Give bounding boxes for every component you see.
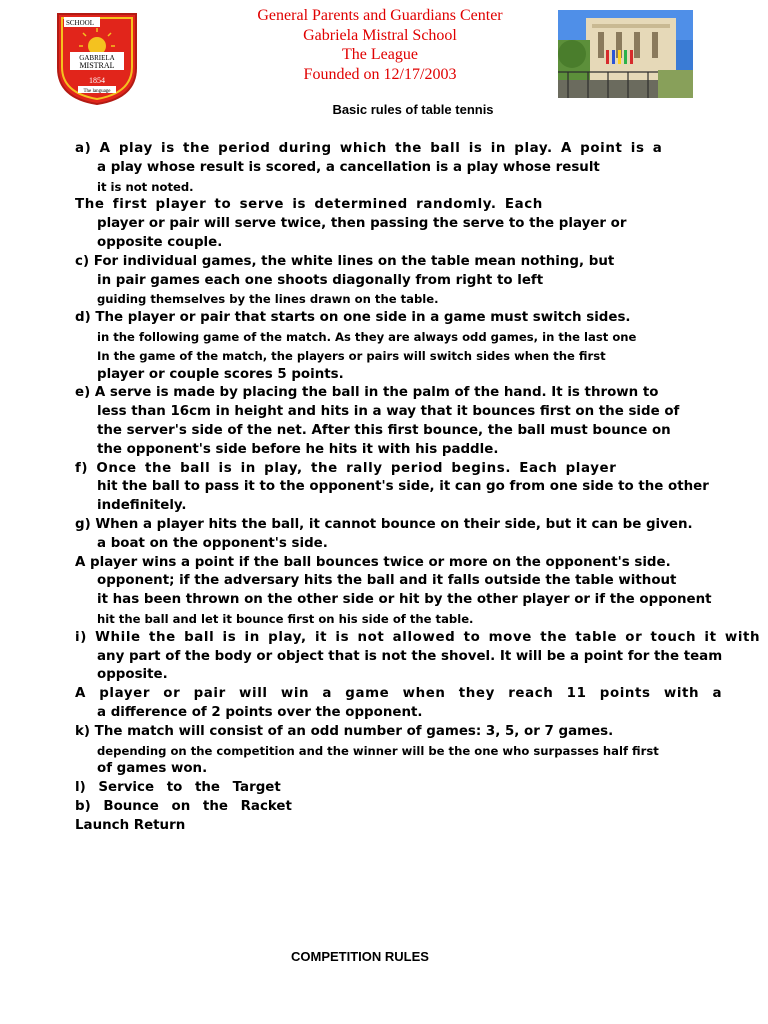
rule-line: f) Once the ball is in play, the rally period begins. Each player — [75, 460, 617, 476]
competition-rules-heading: COMPETITION RULES — [291, 949, 429, 964]
rule-line: a play whose result is scored, a cancellation is a play whose result — [97, 159, 600, 175]
rules-list — [75, 140, 768, 835]
rule-line: hit the ball to pass it to the opponent's side, it can go from one side to the other — [97, 479, 709, 495]
rule-paragraph — [75, 460, 768, 516]
rule-line: guiding themselves by the lines drawn on the table. — [97, 292, 439, 307]
rule-line: in the following game of the match. As they are always odd games, in the last one — [97, 329, 637, 344]
rule-paragraph — [75, 196, 768, 252]
rule-line: A player wins a point if the ball bounces twice or more on the opponent's side. — [75, 554, 671, 570]
school-header — [220, 6, 540, 84]
rule-line: a) A play is the period during which the ball is in play. A point is a — [75, 141, 663, 156]
rule-line: The first player to serve is determined randomly. Each — [75, 197, 543, 213]
school-building-photo — [558, 10, 693, 98]
rule-line: a boat on the opponent's side. — [97, 535, 328, 551]
rule-paragraph — [75, 629, 768, 685]
rule-paragraph — [75, 798, 768, 817]
rule-line: the server's side of the net. After this first bounce, the ball must bounce on — [97, 422, 671, 438]
document-title: Basic rules of table tennis — [332, 102, 494, 117]
rule-line: any part of the body or object that is not the shovel. It will be a point for the team — [97, 648, 723, 664]
rule-paragraph — [75, 685, 768, 723]
rule-line: g) When a player hits the ball, it cannot bounce on their side, but it can be given. — [75, 516, 693, 532]
rule-paragraph — [75, 516, 768, 554]
svg-text:The language: The language — [83, 89, 111, 94]
rule-line: in pair games each one shoots diagonally from right to left — [97, 272, 544, 288]
rule-line: c) For individual games, the white lines on the table mean nothing, but — [75, 253, 615, 269]
header-line: General Parents and Guardians Center — [257, 7, 503, 24]
school-crest-logo — [56, 12, 138, 106]
rule-line: opposite. — [97, 667, 168, 683]
rule-line: opponent; if the adversary hits the ball and it falls outside the table without — [97, 573, 677, 589]
header-line: The League — [342, 46, 418, 63]
rule-paragraph — [75, 140, 768, 196]
rule-line: k) The match will consist of an odd number of games: 3, 5, or 7 games. — [75, 723, 614, 739]
svg-text:MISTRAL: MISTRAL — [79, 61, 115, 70]
rule-line: e) A serve is made by placing the ball in the palm of the hand. It is thrown to — [75, 385, 659, 401]
svg-text:GABRIELA: GABRIELA — [79, 54, 115, 62]
rule-line: a difference of 2 points over the opponent. — [97, 704, 423, 720]
header-line: Founded on 12/17/2003 — [303, 65, 457, 83]
rule-line: In the game of the match, the players or pairs will switch sides when the first — [97, 348, 606, 363]
rule-line: d) The player or pair that starts on one side in a game must switch sides. — [75, 310, 631, 326]
rule-line: less than 16cm in height and hits in a way that it bounces first on the side of — [97, 404, 680, 420]
rule-line: it has been thrown on the other side or hit by the other player or if the opponent — [97, 592, 712, 608]
rule-paragraph — [75, 817, 768, 836]
rule-line: player or couple scores 5 points. — [97, 366, 344, 382]
rule-line: hit the ball and let it bounce first on his side of the table. — [97, 611, 474, 626]
svg-text:SCHOOL: SCHOOL — [66, 19, 95, 27]
rule-paragraph — [75, 309, 768, 384]
rule-line: Launch Return — [75, 817, 186, 833]
rule-line: of games won. — [97, 761, 208, 777]
header-line: Gabriela Mistral School — [303, 26, 457, 44]
rule-line: i) While the ball is in play, it is not allowed to move the table or touch it with — [75, 629, 761, 645]
rule-line: it is not noted. — [97, 179, 194, 194]
rule-paragraph — [75, 779, 768, 798]
rule-line: indefinitely. — [97, 498, 187, 514]
rule-paragraph — [75, 384, 768, 459]
rule-line: A player or pair will win a game when they reach 11 points with a — [75, 686, 723, 702]
rule-line: the opponent's side before he hits it with his paddle. — [97, 441, 499, 457]
rule-paragraph — [75, 253, 768, 309]
rule-paragraph — [75, 723, 768, 779]
rule-line: depending on the competition and the winner will be the one who surpasses half first — [97, 743, 659, 758]
svg-text:1854: 1854 — [89, 76, 105, 85]
rule-line: l) Service to the Target — [75, 780, 281, 796]
rule-paragraph — [75, 554, 768, 629]
rule-line: opposite couple. — [97, 234, 223, 250]
rule-line: player or pair will serve twice, then passing the serve to the player or — [97, 216, 627, 232]
rule-line: b) Bounce on the Racket — [75, 798, 292, 814]
